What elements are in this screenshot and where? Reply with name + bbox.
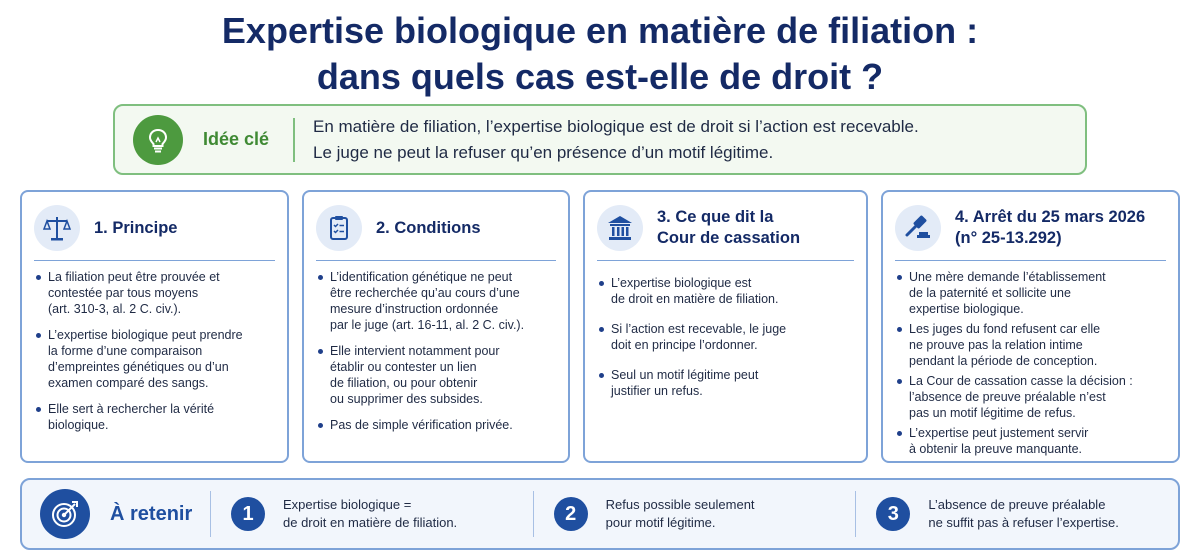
card-title-line: (n° 25-13.292)	[955, 229, 1062, 247]
card-divider	[895, 260, 1166, 261]
line: l’absence de preuve préalable n’est	[909, 390, 1106, 404]
list-item	[895, 321, 1166, 369]
list-item	[316, 343, 556, 407]
card-title-line: 2. Conditions	[376, 218, 481, 237]
line: Elle sert à rechercher la vérité	[48, 402, 215, 416]
line: Elle intervient notamment pour	[330, 344, 500, 358]
card-divider	[34, 260, 275, 261]
key-idea-line-2: Le juge ne peut la refuser qu’en présence d’un motif légitime.	[313, 142, 774, 162]
key-idea-box	[113, 104, 1087, 175]
line: biologique.	[48, 418, 109, 432]
line: mesure d’instruction ordonnée	[330, 302, 499, 316]
title-line-2: dans quels cas est-elle de droit ?	[316, 56, 884, 97]
card-divider	[597, 260, 854, 261]
retenir-box	[20, 478, 1180, 550]
line: Expertise biologique =	[283, 497, 412, 512]
bullet-list	[597, 275, 854, 399]
line: L’identification génétique ne peut	[330, 270, 513, 284]
line: Si l’action est recevable, le juge	[611, 322, 787, 336]
card-conditions	[302, 190, 570, 463]
key-idea-divider	[293, 118, 295, 162]
line: pour motif légitime.	[605, 515, 716, 530]
card-title	[94, 218, 177, 239]
list-item	[34, 269, 275, 317]
bullet-list	[316, 269, 556, 433]
courthouse-icon	[597, 205, 643, 251]
line: ou supprimer des subsides.	[330, 392, 483, 406]
card-principe	[20, 190, 289, 463]
takeaway-text	[606, 496, 755, 532]
card-title	[955, 207, 1145, 249]
line: Refus possible seulement	[605, 497, 755, 512]
takeaway-text	[283, 496, 457, 532]
takeaway-2	[534, 496, 856, 532]
list-item	[597, 367, 854, 399]
list-item	[895, 269, 1166, 317]
line: ne suffit pas à refuser l’expertise.	[928, 515, 1119, 530]
line: L’expertise biologique est	[611, 276, 752, 290]
number-badge: 2	[554, 497, 588, 531]
card-title-line: Cour de cassation	[657, 229, 801, 247]
line: L’expertise peut justement servir	[909, 426, 1089, 440]
bullet-list	[895, 269, 1166, 457]
line: de la paternité et sollicite une	[909, 286, 1071, 300]
gavel-icon	[895, 205, 941, 251]
line: pendant la période de conception.	[909, 354, 1098, 368]
card-cour-de-cassation	[583, 190, 868, 463]
list-item	[34, 327, 275, 391]
retenir-label: À retenir	[110, 502, 193, 525]
line: ne prouve pas la relation intime	[909, 338, 1083, 352]
line: examen comparé des sangs.	[48, 376, 209, 390]
takeaway-1	[211, 496, 533, 532]
line: L’expertise biologique peut prendre	[48, 328, 243, 342]
scales-icon	[34, 205, 80, 251]
line: être recherchée qu’au cours d’une	[330, 286, 520, 300]
list-item	[895, 373, 1166, 421]
line: de filiation, ou pour obtenir	[330, 376, 478, 390]
target-icon	[40, 489, 90, 539]
line: (art. 310-3, al. 2 C. civ.).	[48, 302, 182, 316]
list-item	[34, 401, 275, 433]
card-divider	[316, 260, 556, 261]
line: établir ou contester un lien	[330, 360, 477, 374]
card-title	[657, 207, 800, 249]
line: contestée par tous moyens	[48, 286, 199, 300]
line: L’absence de preuve préalable	[928, 497, 1106, 512]
card-title-line: 4. Arrêt du 25 mars 2026	[955, 208, 1146, 226]
line: par le juge (art. 16-11, al. 2 C. civ.).	[330, 318, 525, 332]
line: Une mère demande l’établissement	[909, 270, 1106, 284]
line: justifier un refus.	[611, 384, 703, 398]
line: Pas de simple vérification privée.	[330, 418, 513, 432]
list-item	[316, 417, 556, 433]
line: La Cour de cassation casse la décision :	[909, 374, 1133, 388]
list-item	[597, 275, 854, 307]
list-item	[895, 425, 1166, 457]
line: expertise biologique.	[909, 302, 1024, 316]
card-title	[376, 218, 481, 239]
takeaway-3	[856, 496, 1178, 532]
line: La filiation peut être prouvée et	[48, 270, 220, 284]
list-item	[316, 269, 556, 333]
card-arret	[881, 190, 1180, 463]
key-idea-line-1: En matière de filiation, l’expertise biologique est de droit si l’action est recevable.	[313, 116, 919, 136]
line: de droit en matière de filiation.	[283, 515, 458, 530]
line: doit en principe l’ordonner.	[611, 338, 758, 352]
key-idea-text	[313, 114, 919, 166]
line: la forme d’une comparaison	[48, 344, 203, 358]
line: de droit en matière de filiation.	[611, 292, 779, 306]
card-title-line: 3. Ce que dit la	[657, 208, 774, 226]
takeaway-text	[928, 496, 1119, 532]
line: à obtenir la preuve manquante.	[909, 442, 1083, 456]
key-idea-label: Idée clé	[203, 129, 270, 149]
line: Les juges du fond refusent car elle	[909, 322, 1101, 336]
lightbulb-icon	[133, 115, 183, 165]
card-title-line: 1. Principe	[94, 218, 178, 237]
line: Seul un motif légitime peut	[611, 368, 759, 382]
line: d’empreintes génétiques ou d’un	[48, 360, 229, 374]
title-line-1: Expertise biologique en matière de filiation :	[221, 10, 979, 51]
page-title	[0, 8, 1200, 100]
checklist-icon	[316, 205, 362, 251]
line: pas un motif légitime de refus.	[909, 406, 1076, 420]
list-item	[597, 321, 854, 353]
number-badge: 1	[231, 497, 265, 531]
bullet-list	[34, 269, 275, 433]
number-badge: 3	[876, 497, 910, 531]
